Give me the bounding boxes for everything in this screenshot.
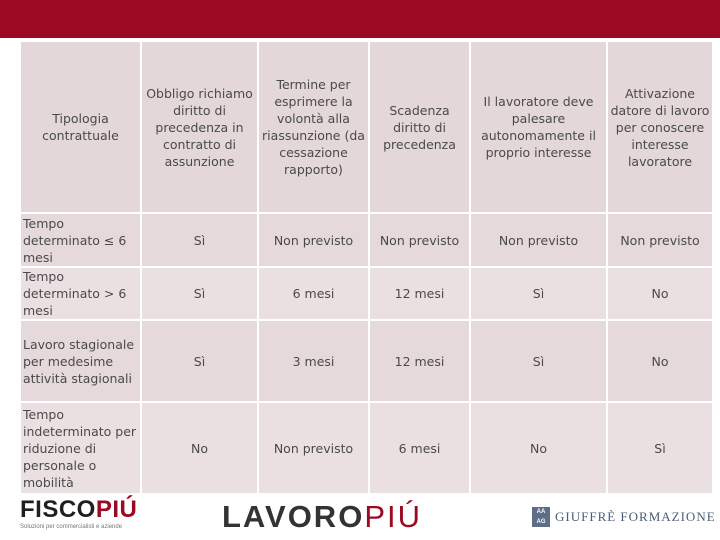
table-cell: Sì (607, 402, 713, 494)
precedence-rights-table-container (19, 40, 712, 492)
table-cell: No (607, 267, 713, 320)
table-cell: Non previsto (258, 213, 369, 267)
header-cell: Il lavoratore deve palesare autonomamente il proprio interesse (470, 41, 607, 213)
row-label: Tempo determinato > 6 mesi (20, 267, 141, 320)
table-row (20, 267, 713, 320)
table-cell: Sì (470, 320, 607, 402)
table-cell: No (470, 402, 607, 494)
table-row (20, 402, 713, 494)
giuffre-logo-text: GIUFFRÈ FORMAZIONE (555, 509, 716, 524)
header-cell: Tipologia contrattuale (20, 41, 141, 213)
table-cell: Non previsto (607, 213, 713, 267)
lavoropiu-logo (222, 500, 422, 534)
table-cell: 12 mesi (369, 267, 470, 320)
table-cell: No (607, 320, 713, 402)
fiscopiu-logo-main: FISCO (20, 496, 96, 523)
lavoropiu-logo-accent: PIÚ (364, 499, 422, 534)
table-row (20, 213, 713, 267)
giuffre-badge-icon: AA AG (532, 507, 550, 527)
header-cell: Obbligo richiamo diritto di precedenza in contratto di assunzione (141, 41, 258, 213)
table-cell: 12 mesi (369, 320, 470, 402)
table-cell: Sì (141, 267, 258, 320)
row-label: Lavoro stagionale per medesime attività stagionali (20, 320, 141, 402)
table-header-row (20, 41, 713, 213)
table-cell: 6 mesi (369, 402, 470, 494)
table-cell: Non previsto (470, 213, 607, 267)
table-cell: 3 mesi (258, 320, 369, 402)
table-row (20, 320, 713, 402)
table-cell: 6 mesi (258, 267, 369, 320)
header-cell: Termine per esprimere la volontà alla riassunzione (da cessazione rapporto) (258, 41, 369, 213)
lavoropiu-logo-main: LAVORO (222, 499, 365, 534)
header-cell: Attivazione datore di lavoro per conoscere interesse lavoratore (607, 41, 713, 213)
table-cell: No (141, 402, 258, 494)
top-banner (0, 0, 720, 38)
table-cell: Non previsto (258, 402, 369, 494)
table-cell: Sì (141, 213, 258, 267)
giuffre-formazione-logo (532, 506, 716, 528)
fiscopiu-tagline: Soluzioni per commercialisti e aziende (20, 524, 123, 530)
fiscopiu-logo (20, 497, 137, 530)
precedence-rights-table (19, 40, 714, 495)
row-label: Tempo determinato ≤ 6 mesi (20, 213, 141, 267)
table-cell: Sì (141, 320, 258, 402)
table-cell: Sì (470, 267, 607, 320)
header-cell: Scadenza diritto di precedenza (369, 41, 470, 213)
fiscopiu-logo-accent: PIÚ (95, 496, 138, 523)
table-cell: Non previsto (369, 213, 470, 267)
row-label: Tempo indeterminato per riduzione di personale o mobilità (20, 402, 141, 494)
